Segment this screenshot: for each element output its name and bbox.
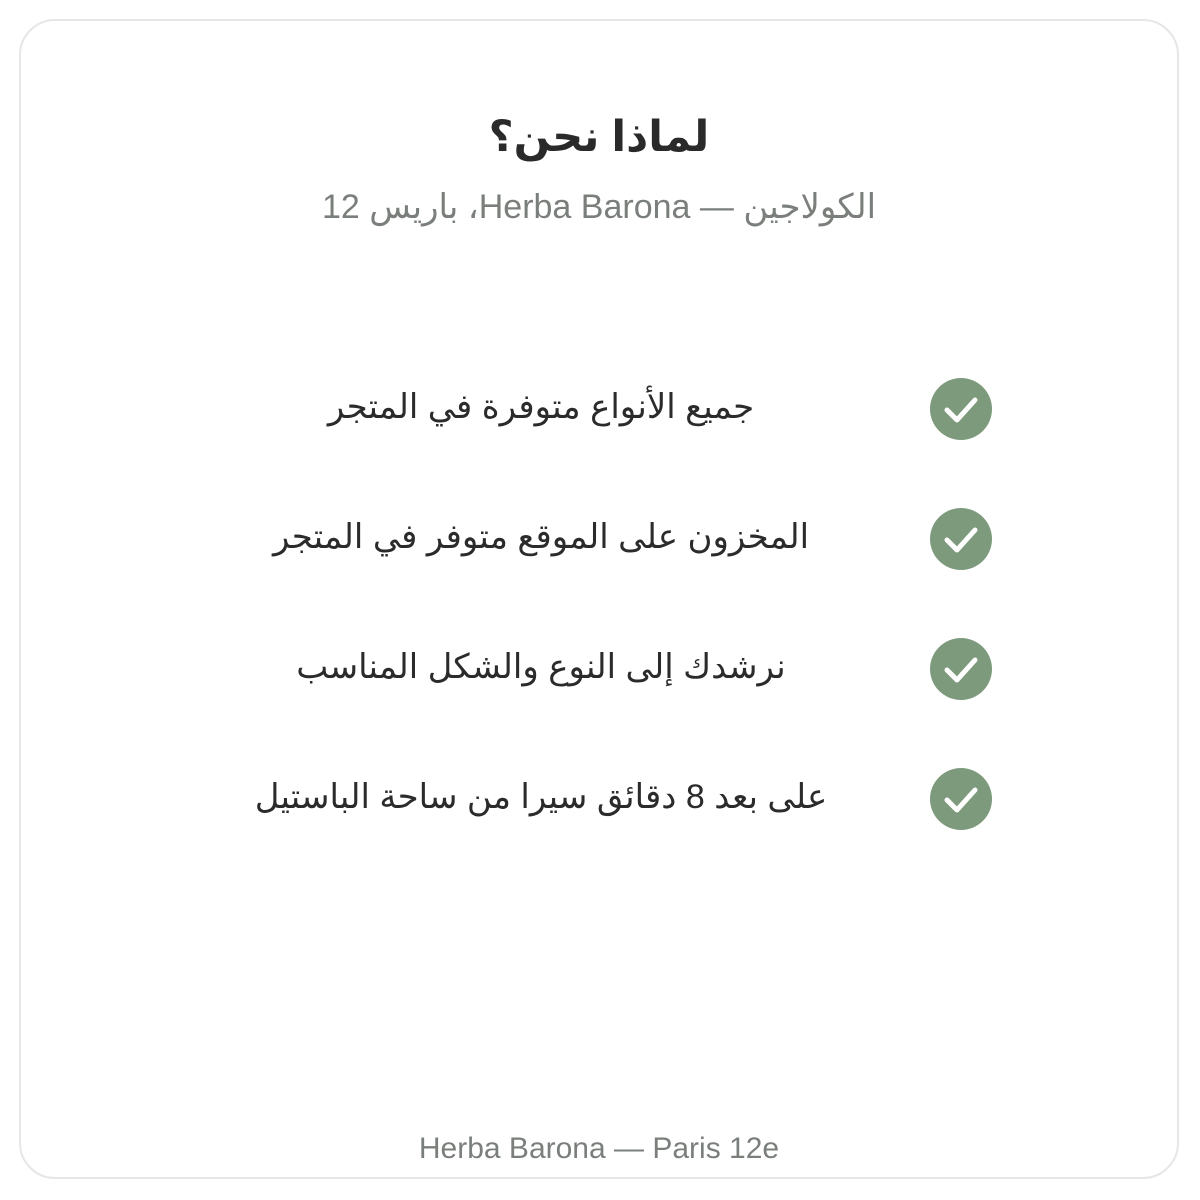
feature-item [21,631,1181,695]
feature-item [21,501,1181,565]
feature-text: جميع الأنواع متوفرة في المتجر [327,388,755,426]
feature-item [21,761,1181,825]
card [19,19,1179,1179]
feature-text: على بعد 8 دقائق سيرا من ساحة الباستيل [254,778,828,816]
feature-item [21,371,1181,435]
feature-text: المخزون على الموقع متوفر في المتجر [272,518,810,556]
footer-text: Herba Barona — Paris 12e [418,1132,780,1165]
page-subtitle: الكولاجين — Herba Barona، باريس 12 [321,188,877,226]
feature-text: نرشدك إلى النوع والشكل المناسب [296,648,786,686]
page-title: لماذا نحن؟ [488,113,710,161]
